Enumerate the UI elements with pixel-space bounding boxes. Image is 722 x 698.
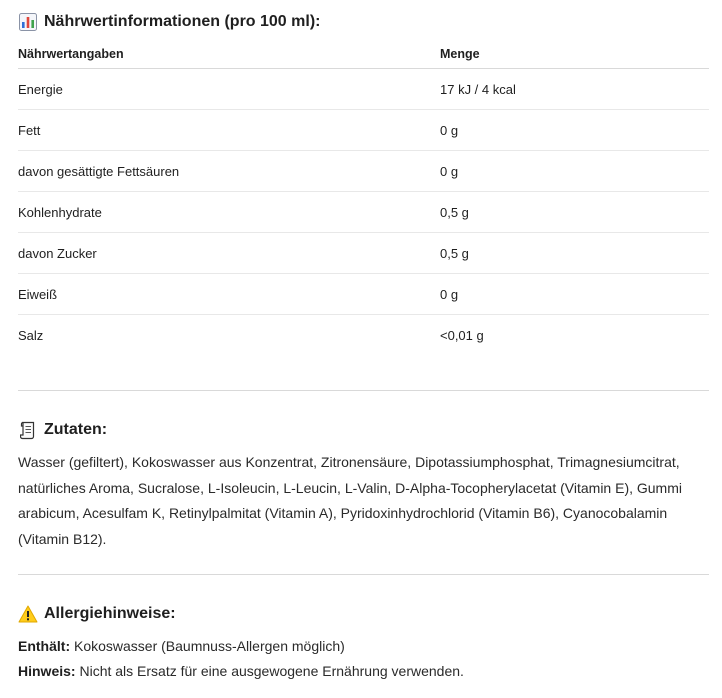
- nutrient-name: Salz: [18, 327, 44, 343]
- nutrient-amount: <0,01 g: [440, 327, 484, 343]
- warning-icon: [18, 604, 38, 624]
- column-header-amount: Menge: [440, 40, 709, 69]
- nutrition-title-text: Nährwertinformationen (pro 100 ml):: [44, 13, 321, 30]
- nutrient-amount: 0 g: [440, 151, 709, 192]
- nutrient-amount: 0 g: [440, 110, 709, 151]
- ingredients-text: Wasser (gefiltert), Kokoswasser aus Konzentrat, Zitronensäure, Dipotassiumphosphat, Trimagnesiumcitrat, natürliches Aroma, Sucralose, L-Isoleucin, L-Leucin, L-Valin, D-Alpha-Tocopherylacetat (Vitamin E), Gummi arabicum, Acesulfam K, Retinylpalmitat (Vitamin A), Pyridoxinhydrochlorid (Vitamin B6), Cyanocobalamin (Vitamin B12).: [18, 454, 682, 547]
- table-row: [18, 274, 709, 315]
- table-row: [18, 315, 709, 356]
- nutrient-name: davon gesättigte Fettsäuren: [18, 151, 440, 192]
- table-row: [18, 233, 709, 274]
- ingredients-title-text: Zutaten:: [44, 421, 108, 438]
- nutrient-name: davon Zucker: [18, 233, 440, 274]
- nutrient-name: Kohlenhydrate: [18, 192, 440, 233]
- allergy-contains: [18, 638, 345, 654]
- ingredients-title: [18, 420, 107, 440]
- nutrient-amount: 0,5 g: [440, 233, 709, 274]
- section-divider: [18, 574, 709, 575]
- allergy-title-text: Allergiehinweise:: [44, 605, 176, 622]
- table-row: [18, 110, 709, 151]
- allergy-note: [18, 663, 464, 679]
- nutrient-name: Eiweiß: [18, 274, 440, 315]
- table-row: [18, 69, 709, 110]
- bar-chart-icon: [18, 12, 38, 32]
- note-text: Nicht als Ersatz für eine ausgewogene Ernährung verwenden.: [79, 663, 464, 679]
- nutrient-amount: 17 kJ / 4 kcal: [440, 69, 709, 110]
- nutrient-name: Fett: [18, 110, 440, 151]
- contains-label: Enthält:: [18, 638, 71, 654]
- table-row: [18, 151, 709, 192]
- nutrient-amount: 0,5 g: [440, 192, 709, 233]
- note-label: Hinweis:: [18, 663, 76, 679]
- nutrition-table: [18, 40, 709, 355]
- section-divider: [18, 390, 709, 391]
- allergy-title: [18, 604, 176, 624]
- table-header-row: [18, 40, 709, 69]
- nutrition-title: [18, 12, 320, 32]
- nutrient-name: Energie: [18, 69, 440, 110]
- column-header-name: Nährwertangaben: [18, 40, 440, 69]
- scroll-icon: [18, 420, 38, 440]
- table-row: [18, 192, 709, 233]
- contains-text: Kokoswasser (Baumnuss-Allergen möglich): [74, 638, 345, 654]
- nutrient-amount: 0 g: [440, 274, 709, 315]
